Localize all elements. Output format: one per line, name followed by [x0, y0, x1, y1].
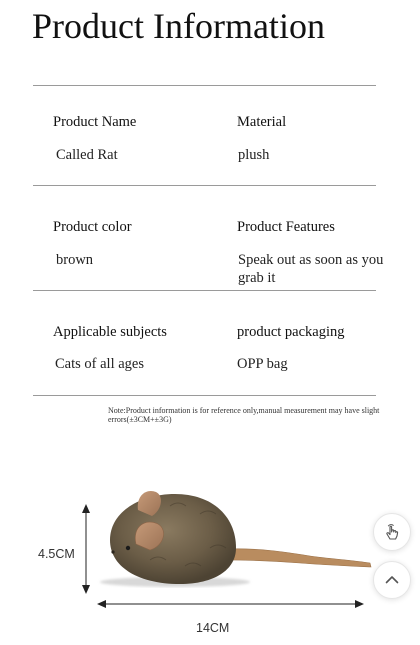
- applicable-subjects-value: Cats of all ages: [55, 356, 144, 372]
- product-packaging-value: OPP bag: [237, 356, 288, 372]
- toy-shadow: [100, 577, 250, 587]
- toy-ear-back: [138, 491, 161, 516]
- height-arrow-head-top: [82, 504, 90, 513]
- length-arrow-head-right: [355, 600, 364, 608]
- product-features-label: Product Features: [237, 219, 335, 235]
- product-packaging-label: product packaging: [237, 324, 345, 340]
- length-arrow-head-left: [97, 600, 106, 608]
- divider: [33, 290, 376, 291]
- divider: [33, 395, 376, 396]
- product-color-label: Product color: [53, 219, 132, 235]
- applicable-subjects-label: Applicable subjects: [53, 324, 167, 340]
- toy-tail: [226, 549, 371, 567]
- page-title: Product Information: [32, 6, 325, 46]
- scroll-top-button[interactable]: [373, 561, 411, 599]
- toy-ear-front: [135, 522, 163, 550]
- product-name-label: Product Name: [53, 114, 137, 130]
- product-features-value: Speak out as soon as you grab it: [238, 252, 384, 286]
- chevron-up-icon: [383, 571, 401, 589]
- divider: [33, 85, 376, 86]
- toy-nose: [111, 550, 114, 553]
- disclaimer-note: Note:Product information is for reference only,manual measurement may have slight errors(±3CM+±3G): [108, 406, 380, 424]
- tap-hand-icon: [382, 522, 402, 542]
- height-arrow-head-bottom: [82, 585, 90, 594]
- height-dimension-label: 4.5CM: [38, 547, 75, 561]
- length-dimension-label: 14CM: [196, 621, 230, 635]
- toy-eye: [126, 546, 130, 550]
- product-name-value: Called Rat: [56, 147, 118, 163]
- product-color-value: brown: [56, 252, 94, 268]
- toy-fur-texture: [140, 503, 226, 566]
- toy-body: [110, 494, 236, 584]
- divider: [33, 185, 376, 186]
- material-label: Material: [237, 114, 287, 130]
- tap-action-button[interactable]: [373, 513, 411, 551]
- material-value: plush: [238, 147, 270, 163]
